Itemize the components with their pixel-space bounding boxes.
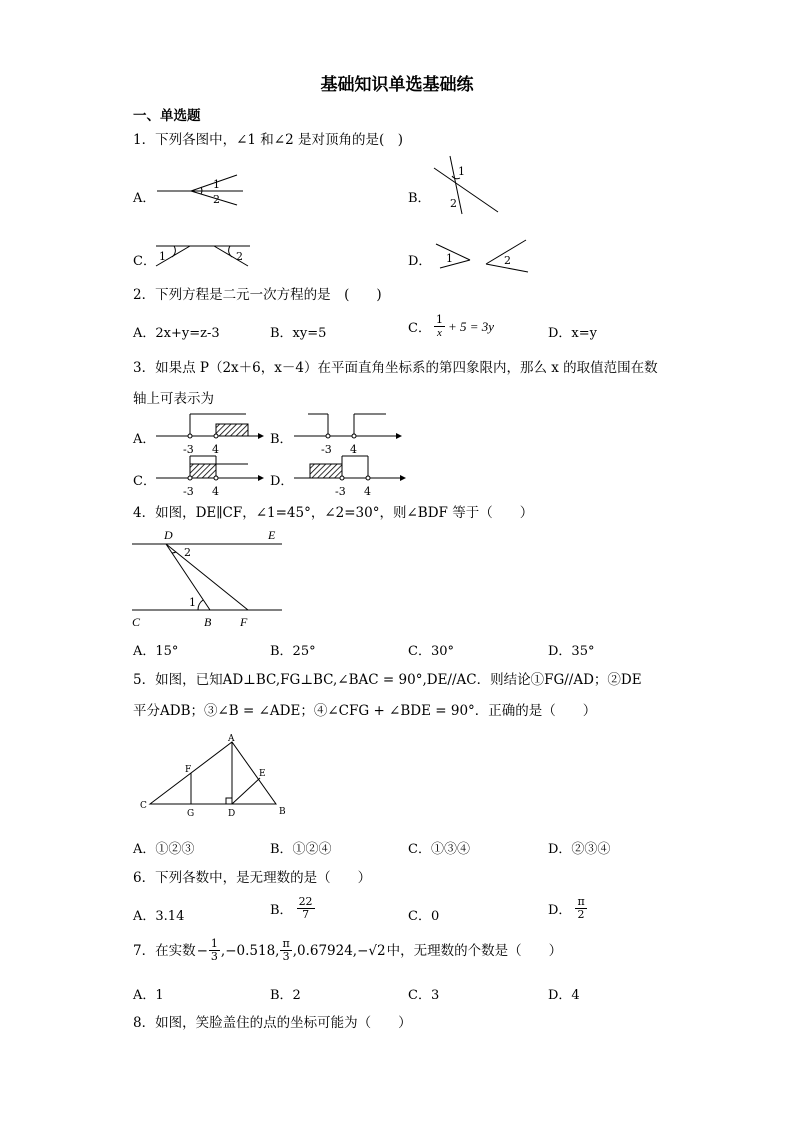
q3-numberline-a — [152, 412, 268, 456]
q4-label-f: F — [240, 615, 248, 629]
q1-option-c[interactable]: C． — [133, 254, 156, 269]
q4-option-d[interactable]: D．35° — [548, 644, 595, 659]
q7-suffix: 中，无理数的个数是（ ） — [386, 942, 563, 959]
page-title: 基础知识单选基础练 — [320, 75, 474, 95]
q1-figure-b — [430, 154, 502, 216]
q7-option-d[interactable]: D．4 — [548, 988, 580, 1003]
q5-stem-line2: 平分ADB；③∠B = ∠ADE；④∠CFG + ∠BDE = 90°．正确的是（ ） — [133, 703, 597, 719]
q5-option-d[interactable]: D．②③④ — [548, 842, 611, 857]
q1-figure-c — [152, 236, 252, 268]
q3-option-d[interactable]: D． — [270, 474, 294, 489]
q2-c-prefix: C． — [408, 321, 431, 336]
q3-option-a[interactable]: A． — [133, 432, 156, 447]
q5-label-a: A — [228, 734, 235, 744]
q7-option-b[interactable]: B．2 — [270, 988, 301, 1003]
q3a-tick-2: 4 — [212, 443, 219, 456]
svg-text:1: 1 — [458, 165, 465, 178]
q6-option-c[interactable]: C．0 — [408, 909, 440, 924]
q6-d-num: π — [577, 895, 585, 908]
q2-stem: 2．下列方程是二元一次方程的是 ( ) — [133, 287, 382, 303]
q4-label-b: B — [204, 615, 212, 629]
q5-option-a[interactable]: A．①②③ — [133, 842, 195, 857]
q6-b-fraction — [297, 896, 315, 921]
q4-figure — [128, 526, 288, 632]
q1-figure-d — [430, 236, 530, 276]
q6-option-a[interactable]: A．3.14 — [133, 909, 185, 924]
q7-fraction-1 — [209, 938, 220, 963]
q2-option-a[interactable]: A．2x+y=z-3 — [133, 326, 220, 341]
q2-option-c[interactable] — [408, 314, 494, 339]
q7-prefix: 7．在实数 — [133, 942, 196, 959]
q2-c-fraction — [434, 314, 445, 339]
q7-option-c[interactable]: C．3 — [408, 988, 440, 1003]
svg-text:2: 2 — [504, 254, 511, 267]
q8-stem: 8．如图，笑脸盖住的点的坐标可能为（ ） — [133, 1015, 412, 1031]
q7-f1-den: 3 — [210, 950, 218, 963]
q3-numberline-d — [290, 454, 410, 498]
q6-d-fraction — [575, 896, 586, 921]
q3a-tick-1: -3 — [183, 443, 194, 456]
svg-text:2: 2 — [236, 250, 243, 263]
q3-option-c[interactable]: C． — [133, 474, 156, 489]
q2-option-b[interactable]: B．xy=5 — [270, 326, 327, 341]
q3b-tick-2: 4 — [350, 443, 357, 456]
q3d-tick-2: 4 — [364, 485, 371, 498]
q2-option-d[interactable]: D．x=y — [548, 326, 597, 341]
q4-option-b[interactable]: B．25° — [270, 644, 316, 659]
q3c-tick-1: -3 — [183, 485, 194, 498]
q6-b-prefix: B． — [270, 903, 293, 918]
q2-c-rest: + 5 = 3y — [447, 318, 495, 334]
q6-b-den: 7 — [302, 908, 310, 921]
q5-label-e: E — [259, 769, 266, 779]
q6-d-prefix: D． — [548, 903, 572, 918]
q3d-tick-1: -3 — [335, 485, 346, 498]
q2-c-den: x — [437, 327, 442, 339]
q6-b-num: 22 — [298, 895, 313, 908]
q6-option-b[interactable] — [270, 896, 315, 921]
svg-text:2: 2 — [450, 197, 457, 210]
q2-c-num: 1 — [435, 313, 443, 326]
q3-stem-line1: 3．如果点 P（2x＋6，x－4）在平面直角坐标系的第四象限内，那么 x 的取值范围在数 — [133, 360, 658, 376]
q3-stem-line2: 轴上可表示为 — [133, 391, 214, 407]
q1-option-a[interactable]: A． — [133, 191, 156, 206]
q6-option-d[interactable] — [548, 896, 587, 921]
q7-f2-den: 3 — [282, 950, 290, 963]
q4-angle-1: 1 — [189, 596, 196, 609]
q1-option-d[interactable]: D． — [408, 254, 432, 269]
q7-neg: − — [196, 942, 208, 959]
q6-stem: 6．下列各数中，是无理数的是（ ） — [133, 870, 372, 886]
q7-stem — [133, 938, 562, 963]
q4-label-e: E — [268, 528, 276, 542]
q7-f2-num: π — [282, 937, 290, 950]
q3-option-b[interactable]: B． — [270, 432, 293, 447]
svg-text:1: 1 — [213, 178, 220, 191]
q4-label-c: C — [132, 615, 141, 629]
q5-label-c: C — [140, 801, 147, 811]
q1-option-b[interactable]: B． — [408, 191, 431, 206]
svg-text:2: 2 — [213, 193, 220, 206]
q7-mid1: ,−0.518, — [220, 942, 280, 959]
q1-figure-a — [155, 172, 250, 208]
svg-text:1: 1 — [159, 250, 166, 263]
q5-label-g: G — [187, 809, 195, 819]
q5-label-d: D — [228, 809, 236, 819]
q3-numberline-b — [290, 412, 406, 456]
section-heading: 一、单选题 — [133, 108, 201, 124]
q4-angle-2: 2 — [184, 546, 191, 559]
q5-option-c[interactable]: C．①③④ — [408, 842, 470, 857]
q3-numberline-c — [152, 454, 268, 498]
q7-f1-num: 1 — [210, 937, 218, 950]
q6-d-den: 2 — [577, 908, 585, 921]
q5-stem-line1: 5．如图，已知AD⊥BC,FG⊥BC,∠BAC = 90°,DE//AC．则结论①FG//AD；②DE — [133, 672, 642, 688]
q5-option-b[interactable]: B．①②④ — [270, 842, 332, 857]
q5-figure — [136, 732, 296, 822]
svg-text:1: 1 — [446, 252, 453, 265]
q3b-tick-1: -3 — [321, 443, 332, 456]
q7-mid2: ,0.6792̇4̇,−√2 — [292, 942, 386, 959]
q4-option-a[interactable]: A．15° — [133, 644, 179, 659]
q5-label-f: F — [185, 765, 192, 775]
q7-option-a[interactable]: A．1 — [133, 988, 164, 1003]
q4-stem: 4．如图，DE∥CF，∠1=45°，∠2=30°，则∠BDF 等于（ ） — [133, 505, 534, 521]
q3c-tick-2: 4 — [212, 485, 219, 498]
q5-label-b: B — [279, 807, 286, 817]
q4-option-c[interactable]: C．30° — [408, 644, 454, 659]
q1-stem: 1．下列各图中，∠1 和∠2 是对顶角的是( ) — [133, 132, 404, 148]
q7-fraction-2 — [280, 938, 291, 963]
q4-label-d: D — [164, 528, 173, 542]
